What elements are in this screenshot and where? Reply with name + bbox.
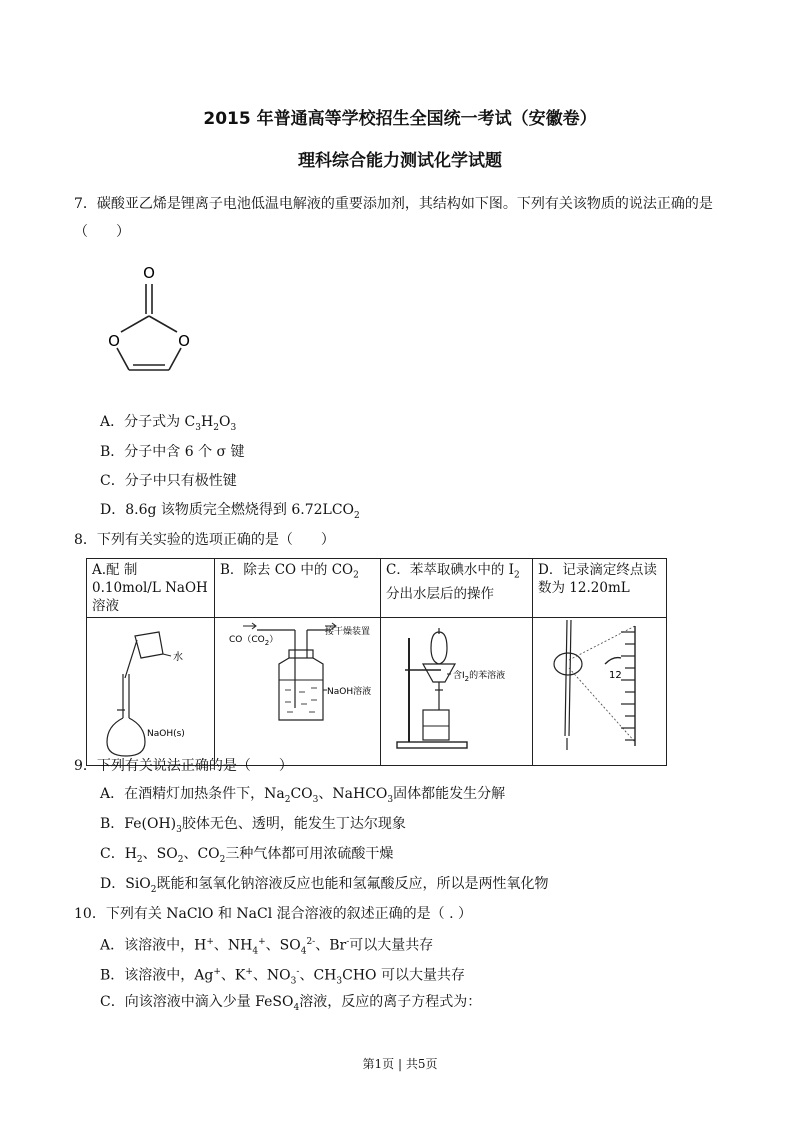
burette-reading-figure [533,618,665,760]
vinylene-carbonate-structure [96,256,206,376]
q10-option-c: C．向该溶液中滴入少量 FeSO$_4$溶液，反应的离子方程式为： [100,994,482,1013]
volumetric-flask-figure [87,618,213,760]
label-tick-12: 12 [609,670,622,681]
label-naoh-solution: NaOH溶液 [327,687,372,697]
page-subtitle: 理科综合能力测试化学试题 [298,151,502,171]
q7-option-c: C．分子中只有极性键 [100,473,237,489]
cell-c-figure [381,618,533,766]
label-co-inlet: $CO(CO_2)$ [229,635,279,647]
q10-option-a: A．该溶液中，H+、$NH_4^+$、$SO_4^{2-}$、Br-可以大量共存 [100,937,434,957]
gas-washing-bottle-figure [215,618,379,760]
q7-option-a: A．分子式为 $C_3H_2O_3$ [100,414,237,433]
structure-label-o-top: O [143,264,155,282]
q9-option-b: B．$Fe(OH)_3$胶体无色、透明，能发生丁达尔现象 [100,816,406,835]
question-7-paren: （ ） [74,224,130,240]
cell-a-text: A.配 制 0.10mol/L NaOH 溶液 [87,559,215,618]
q7-option-b: B．分子中含 6 个 σ 键 [100,444,245,460]
page-footer: 第1页 | 共5页 [362,1057,438,1071]
q9-option-c: C．$H_2$、$SO_2$、$CO_2$三种气体都可用浓硫酸干燥 [100,846,394,865]
label-iodine-benzene: 含$I_2$的苯溶液 [453,671,506,683]
question-9-stem: 9．下列有关说法正确的是（ ） [74,758,293,774]
q7-option-d: D．8.6g 该物质完全燃烧得到 $6.72LCO_2$ [100,502,360,521]
cell-a-figure [87,618,215,766]
question-7-stem: 7．碳酸亚乙烯是锂离子电池低温电解液的重要添加剂，其结构如下图。下列有关该物质的说法正确的是 [74,196,713,212]
cell-d-figure [533,618,667,766]
cell-c-text: C．苯萃取碘水中的 $I_2$ 分出水层后的操作 [381,559,533,618]
cell-d-text: D．记录滴定终点读数为 12.20mL [533,559,667,618]
separatory-funnel-figure [381,618,531,760]
cell-b-figure [215,618,381,766]
structure-label-o-left: O [108,332,120,350]
question-8-stem: 8．下列有关实验的选项正确的是（ ） [74,532,335,548]
page-title: 2015 年普通高等学校招生全国统一考试（安徽卷） [203,109,597,129]
label-naoh-solid: NaOH(s) [147,729,185,739]
q9-option-a: A．在酒精灯加热条件下，$Na_2CO_3$、NaHCO$_3$固体都能发生分解 [100,786,506,805]
label-water: 水 [173,652,183,663]
q9-option-d: D．SiO$_2$既能和氢氧化钠溶液反应也能和氢氟酸反应，所以是两性氧化物 [100,876,549,895]
label-to-dryer: 接干燥装置 [325,627,371,637]
question-10-stem: 10．下列有关 NaClO 和 NaCl 混合溶液的叙述正确的是（ . ） [74,906,473,922]
cell-b-text: B．除去 CO 中的 $CO_2$ [215,559,381,618]
structure-label-o-right: O [178,332,190,350]
q10-option-b: B．该溶液中，Ag+、K+、$NO_3^-$、$CH_3CHO$ 可以大量共存 [100,967,465,987]
experiment-table [86,558,667,766]
